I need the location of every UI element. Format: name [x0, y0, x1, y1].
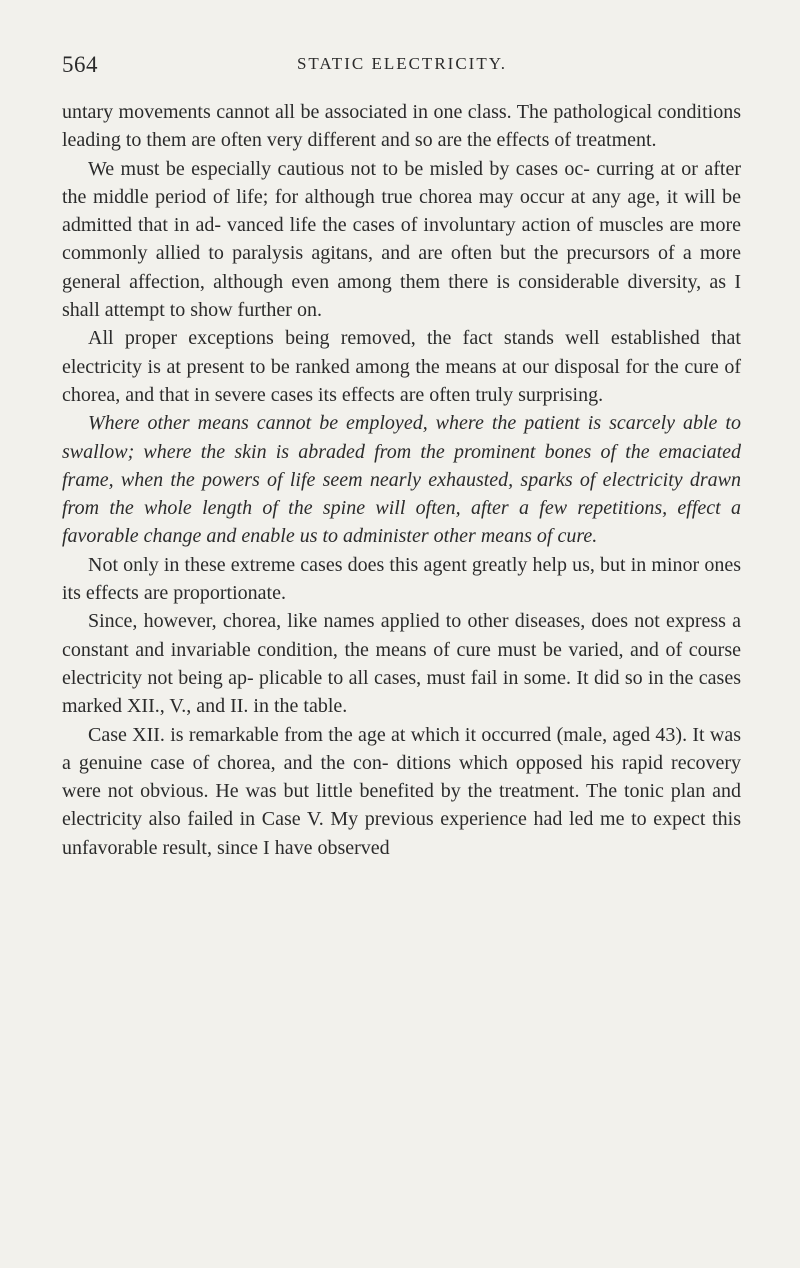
paragraph: Since, however, chorea, like names applied to other diseases, does not express a constant and invariable condition, the means of cure must be varied, and of course electricity not being ap- plicable to all cases, must fail in some. It did so in the cases marked XII., V., and II. in the table. — [62, 610, 741, 718]
paragraph: All proper exceptions being removed, the fact stands well established that electricity is at present to be ranked among the means at our disposal for the cure of chorea, and that in severe cases its effects are often truly surprising. — [62, 327, 741, 406]
paragraph: Not only in these extreme cases does this agent greatly help us, but in minor ones its effects are proportionate. — [62, 553, 741, 605]
page-header — [62, 52, 742, 82]
page-number: 564 — [62, 52, 98, 77]
running-head: STATIC ELECTRICITY. — [296, 54, 508, 73]
body-text — [62, 98, 741, 862]
paragraph: Case XII. is remarkable from the age at which it occurred (male, aged 43). It was a genuine case of chorea, and the con- ditions which opposed his rapid recovery were not obvious. He was but little benefited by the treatment. The tonic plan and electricity also failed in Case V. My previous experience had led me to expect this unfavorable result, since I have observed — [62, 723, 741, 859]
paragraph: We must be especially cautious not to be misled by cases oc- curring at or after the middle period of life; for although true chorea may occur at any age, it will be admitted that in ad- vanced life the cases of involuntary action of muscles are more commonly allied to paralysis agitans, and are often but the precursors of a more general affection, although even among them there is considerable diversity, as I shall attempt to show further on. — [62, 157, 741, 322]
paragraph-italic: Where other means cannot be employed, where the patient is scarcely able to swallow; where the skin is abraded from the prominent bones of the emaciated frame, when the powers of life seem nearly exhausted, sparks of electricity drawn from the whole length of the spine will often, after a few repetitions, effect a favorable change and enable us to administer other means of cure. — [62, 412, 741, 548]
paragraph-continued: untary movements cannot all be associated in one class. The pathological conditions leading to them are often very different and so are the effects of treatment. — [62, 101, 741, 152]
